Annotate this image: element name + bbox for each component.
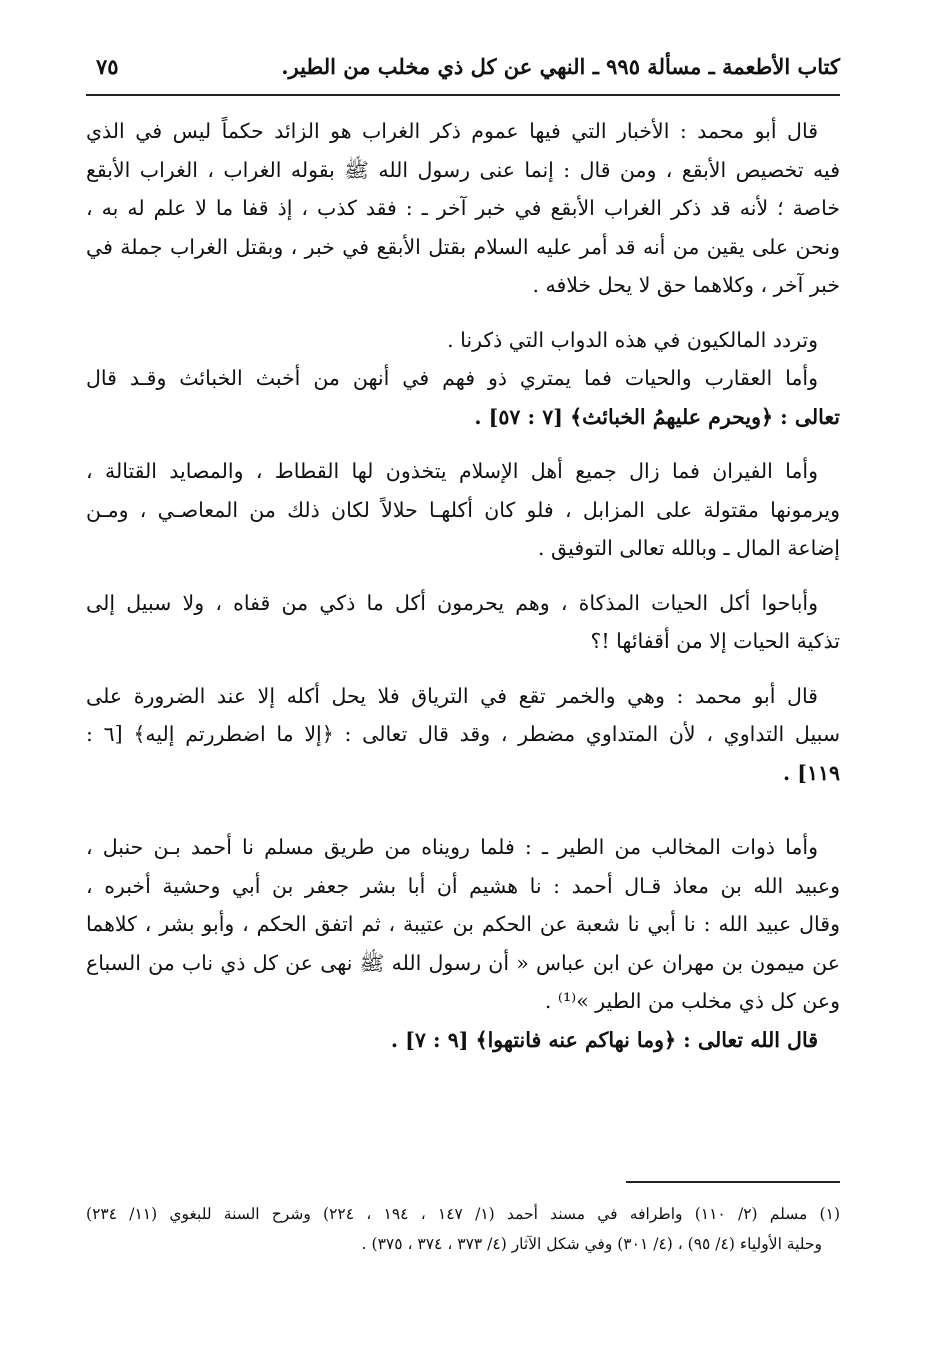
text-line: وعن كل ذي مخلب من الطير »⁽¹⁾ . bbox=[544, 989, 840, 1013]
text-line: وأما ذوات المخالب من الطير ـ : فلما رويناه من طريق مسلم نا أحمد بـن حنبل ، bbox=[86, 835, 818, 859]
text-line: تذكية الحيات إلا من أقفائها !؟ bbox=[590, 629, 840, 653]
paragraph-makhalib bbox=[86, 828, 840, 1021]
main-text bbox=[86, 112, 840, 1059]
paragraph-quran-quote bbox=[86, 1021, 840, 1060]
text-line: وعبيد الله بن معاذ قـال أحمد : نا هشيم أن أبا بشر جعفر بن أبي وحشية أخبره ، bbox=[86, 873, 840, 898]
footnote-separator bbox=[626, 1181, 840, 1183]
text-line: وأما العقارب والحيات فما يمتري ذو فهم في أنهن من أخبث الخبائث وقـد قال bbox=[86, 366, 818, 390]
paragraph-firan bbox=[86, 452, 840, 568]
text-line: قال أبو محمد : الأخبار التي فيها عموم ذكر الغراب هو الزائد حكماً ليس في الذي bbox=[86, 119, 818, 143]
footnote-line: (١) مسلم (٢/ ١١٠) واطرافه في مسند أحمد (١/ ١٤٧ ، ١٩٤ ، ٢٢٤) وشرح السنة للبغوي (١١/ ٢٣٤) bbox=[86, 1205, 840, 1223]
header-title: كتاب الأطعمة ـ مسألة ٩٩٥ ـ النهي عن كل ذي مخلب من الطير. bbox=[281, 54, 840, 79]
text-line: تعالى : ﴿ويحرم عليهمُ الخبائث﴾ [٧ : ٥٧] . bbox=[474, 404, 840, 429]
page-number: ٧٥ bbox=[96, 54, 119, 79]
text-line: خاصة ؛ لأنه قد ذكر الغراب الأبقع في خبر آخر ـ : فقد كذب ، إذ قفا ما لا علم له به ، bbox=[86, 196, 840, 220]
text-line: وأما الفيران فما زال جميع أهل الإسلام يتخذون لها القطاط ، والمصايد القتالة ، bbox=[86, 459, 818, 483]
paragraph-khamr bbox=[86, 677, 840, 793]
footnotes bbox=[86, 1199, 840, 1259]
text-line: وأباحوا أكل الحيات المذكاة ، وهم يحرمون أكل ما ذكي من قفاه ، ولا سبيل إلى bbox=[86, 590, 818, 615]
text-line: وقال عبيد الله : نا أبي نا شعبة عن الحكم بن عتيبة ، ثم اتفق الحكم ، وأبو بشر ، كلاهما bbox=[86, 912, 840, 936]
paragraph-malikiyyun bbox=[86, 321, 840, 360]
header-rule bbox=[86, 94, 840, 96]
paragraph-aqarib bbox=[86, 359, 840, 436]
text-line: خبر آخر ، وكلاهما حق لا يحل خلافه . bbox=[532, 273, 840, 297]
text-line: وتردد المالكيون في هذه الدواب التي ذكرنا . bbox=[447, 327, 818, 352]
paragraph-ghurab bbox=[86, 112, 840, 305]
text-line: ١١٩] . bbox=[782, 760, 840, 785]
paragraph-hayyat bbox=[86, 584, 840, 661]
text-line: قال أبو محمد : وهي والخمر تقع في الترياق فلا يحل أكله إلا عند الضرورة على bbox=[86, 683, 818, 708]
footnote-line: وحلية الأولياء (٤/ ٩٥) ، (٤/ ٣٠١) وفي شكل الآثار (٤/ ٣٧٣ ، ٣٧٤ ، ٣٧٥) . bbox=[361, 1235, 822, 1253]
text-line: ويرمونها مقتولة على المزابل ، فلو كان أكلهـا حلالاً لكان ذلك من المعاصـي ، ومـن bbox=[86, 497, 840, 522]
text-line: إضاعة المال ـ وبالله تعالى التوفيق . bbox=[538, 536, 840, 560]
text-line: عن ميمون بن مهران عن ابن عباس « أن رسول الله ﷺ نهى عن كل ذي ناب من السباع bbox=[86, 950, 840, 975]
text-line: سبيل التداوي ، لأن المتداوي مضطر ، وقد قال تعالى : ﴿إلا ما اضطررتم إليه﴾ [٦ : bbox=[86, 722, 840, 746]
text-line: فيه تخصيص الأبقع ، ومن قال : إنما عنى رسول الله ﷺ بقوله الغراب ، الغراب الأبقع bbox=[86, 157, 840, 182]
running-header bbox=[86, 40, 840, 90]
text-line: ونحن على يقين من أنه قد أمر عليه السلام بقتل الأبقع في خبر ، وبقتل الغراب جملة في bbox=[86, 234, 840, 259]
text-line: قال الله تعالى : ﴿وما نهاكم عنه فانتهوا﴾ [٩ : ٧] . bbox=[390, 1027, 818, 1052]
